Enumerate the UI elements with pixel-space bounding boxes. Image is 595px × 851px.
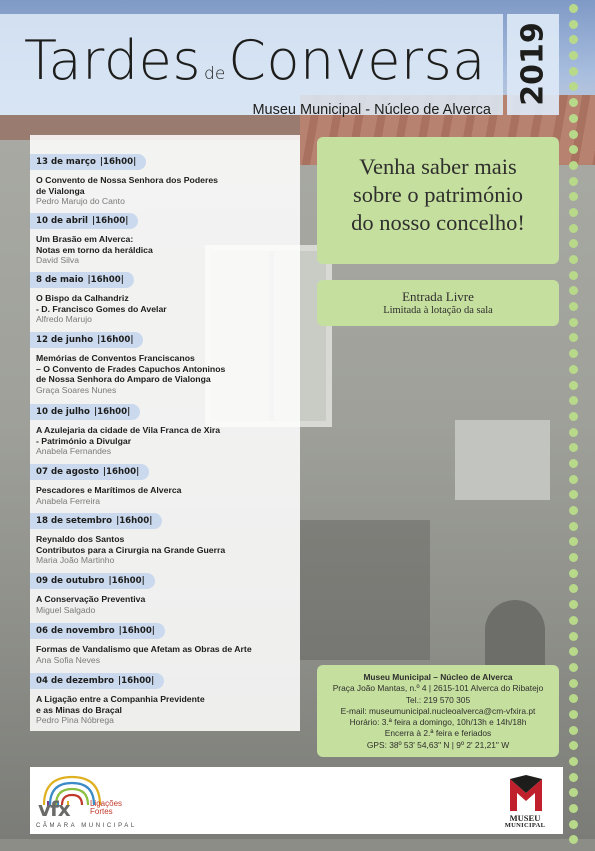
- event-title-line: O Convento de Nossa Senhora dos Poderes: [36, 175, 218, 185]
- border-dot: [569, 616, 578, 625]
- event-date-tag: [30, 154, 146, 170]
- border-dot: [569, 522, 578, 531]
- border-dot: [569, 381, 578, 390]
- camara-label: CÂMARA MUNICIPAL: [36, 823, 137, 829]
- event-title-line: – O Convento de Frades Capuchos Antoninos: [36, 363, 226, 374]
- border-dot: [569, 67, 578, 76]
- event-title: [36, 293, 291, 314]
- event-title-line: O Bispo da Calhandriz: [36, 293, 129, 303]
- event-time: |16h00|: [97, 335, 134, 345]
- museu-line-1: MUSEU: [509, 813, 541, 823]
- museu-municipal-wordmark: [490, 814, 560, 830]
- event-title-line: Um Brasão em Alverca:: [36, 234, 134, 244]
- event-speaker: Graça Soares Nunes: [36, 384, 117, 395]
- border-dot: [569, 161, 578, 170]
- border-dot: [569, 647, 578, 656]
- pitch-line: sobre o património: [353, 182, 523, 207]
- event-title-line: Reynaldo dos Santos: [36, 534, 125, 544]
- event-speaker: Maria João Martinho: [36, 555, 115, 565]
- event-speaker: Ana Sofia Neves: [36, 654, 101, 665]
- event-time: |16h00|: [99, 157, 137, 167]
- info-line: Tel.: 219 570 305: [405, 694, 471, 705]
- event-title-line: de Nossa Senhora do Amparo de Vialonga: [36, 374, 211, 384]
- event-title-line: A Ligação entre a Companhia Previdente: [36, 694, 205, 704]
- info-name: Museu Municipal – Núcleo de Alverca: [363, 672, 513, 682]
- border-dot: [569, 757, 578, 766]
- event-item: [30, 327, 300, 396]
- title-part-1: Tardes: [24, 29, 202, 92]
- border-dot: [569, 490, 578, 499]
- event-item: [30, 568, 300, 616]
- border-dot: [569, 459, 578, 468]
- event-speaker: David Silva: [36, 255, 79, 265]
- border-dot: [569, 20, 578, 29]
- year-label: 2019: [515, 22, 551, 106]
- border-dot: [569, 349, 578, 358]
- event-time: |16h00|: [102, 467, 140, 477]
- event-date-tag: [30, 573, 155, 589]
- museu-municipal-logo-icon: [506, 773, 546, 813]
- vfx-logo: vfx: [38, 797, 70, 821]
- event-title-line: de Vialonga: [36, 185, 85, 196]
- border-dot: [569, 114, 578, 123]
- border-dot: [569, 51, 578, 60]
- border-dot: [569, 804, 578, 813]
- border-dot: [569, 4, 578, 13]
- info-line: Horário: 3.ª feira a domingo, 10h/13h e 14h/18h: [349, 717, 527, 728]
- border-dot: [569, 788, 578, 797]
- event-time: |16h00|: [116, 516, 153, 526]
- border-dot: [569, 192, 578, 201]
- border-dot: [569, 302, 578, 311]
- event-date-tag: [30, 272, 134, 288]
- pitch-text: [317, 153, 559, 237]
- poster-title: [24, 29, 486, 92]
- title-connector: de: [204, 64, 226, 84]
- event-item: [30, 668, 300, 726]
- event-title: [36, 644, 291, 655]
- event-title-line: A Conservação Preventiva: [36, 594, 146, 604]
- border-dot: [569, 271, 578, 280]
- border-dot: [569, 365, 578, 374]
- event-date-tag: [30, 213, 138, 229]
- event-title: [36, 353, 291, 385]
- event-speaker: Pedro Marujo do Canto: [36, 196, 125, 206]
- poster-subtitle: Museu Municipal - Núcleo de Alverca: [252, 102, 491, 118]
- border-dot: [569, 569, 578, 578]
- border-dot: [569, 239, 578, 248]
- border-dot: [569, 741, 578, 750]
- event-date: 06 de novembro: [36, 626, 115, 636]
- event-date: 10 de abril: [36, 216, 89, 226]
- event-title: [36, 485, 291, 496]
- border-dot: [569, 600, 578, 609]
- info-lines: [317, 672, 559, 751]
- event-speaker: Anabela Ferreira: [36, 495, 101, 506]
- dotted-border: [569, 4, 581, 851]
- border-dot: [569, 224, 578, 233]
- border-dot: [569, 130, 578, 139]
- entry-title: Entrada Livre: [402, 289, 474, 304]
- title-part-2: Conversa: [228, 29, 486, 92]
- event-title: [36, 425, 291, 446]
- border-dot: [569, 286, 578, 295]
- event-speaker: Anabela Fernandes: [36, 446, 112, 456]
- border-dot: [569, 98, 578, 107]
- event-date-tag: [30, 623, 165, 639]
- event-date-tag: [30, 404, 140, 420]
- border-dot: [569, 428, 578, 437]
- wall-shadow: [300, 520, 430, 660]
- event-title-line: Formas de Vandalismo que Afetam as Obras de Arte: [36, 644, 252, 654]
- border-dot: [569, 726, 578, 735]
- event-date: 12 de junho: [36, 335, 94, 345]
- event-date-tag: [30, 332, 143, 348]
- border-dot: [569, 412, 578, 421]
- event-date-tag: [30, 673, 164, 689]
- event-date: 10 de julho: [36, 407, 90, 417]
- pitch-box: [317, 137, 559, 264]
- events-panel: [30, 135, 300, 731]
- event-date: 07 de agosto: [36, 467, 99, 477]
- event-item: [30, 149, 300, 207]
- event-title-line: - D. Francisco Gomes do Avelar: [36, 303, 167, 314]
- pitch-line: Venha saber mais: [359, 154, 517, 179]
- event-title: [36, 534, 291, 555]
- event-date-tag: [30, 513, 162, 529]
- event-title-line: Notas em torno da heráldica: [36, 244, 153, 255]
- border-dot: [569, 177, 578, 186]
- border-dot: [569, 679, 578, 688]
- border-dot: [569, 820, 578, 829]
- border-dot: [569, 35, 578, 44]
- border-dot: [569, 553, 578, 562]
- event-item: [30, 267, 300, 325]
- event-time: |16h00|: [118, 626, 155, 636]
- event-date: 13 de março: [36, 157, 96, 167]
- border-dot: [569, 396, 578, 405]
- event-time: |16h00|: [108, 576, 145, 586]
- event-speaker: Pedro Pina Nóbrega: [36, 715, 114, 725]
- border-dot: [569, 632, 578, 641]
- event-time: |16h00|: [87, 275, 124, 285]
- border-dot: [569, 145, 578, 154]
- border-dot: [569, 773, 578, 782]
- wall-box: [455, 420, 550, 500]
- border-dot: [569, 333, 578, 342]
- event-time: |16h00|: [92, 216, 129, 226]
- event-item: [30, 618, 300, 666]
- event-speaker: Miguel Salgado: [36, 604, 96, 615]
- border-dot: [569, 710, 578, 719]
- event-time: |16h00|: [93, 407, 131, 417]
- event-title: [36, 594, 291, 605]
- event-date: 18 de setembro: [36, 516, 113, 526]
- event-item: [30, 399, 300, 457]
- info-box: [317, 665, 559, 757]
- event-item: [30, 208, 300, 266]
- event-date: 8 de maio: [36, 275, 84, 285]
- event-title-line: Pescadores e Marítimos de Alverca: [36, 485, 182, 495]
- border-dot: [569, 506, 578, 515]
- border-dot: [569, 694, 578, 703]
- pitch-line: do nosso concelho!: [351, 210, 525, 235]
- border-dot: [569, 255, 578, 264]
- border-dot: [569, 537, 578, 546]
- event-speaker: Alfredo Marujo: [36, 314, 92, 324]
- border-dot: [569, 318, 578, 327]
- entry-box: [317, 280, 559, 326]
- event-title: [36, 175, 291, 196]
- event-title: [36, 234, 291, 255]
- info-line: Encerra à 2.ª feira e feriados: [384, 728, 492, 739]
- event-time: |16h00|: [117, 676, 155, 686]
- event-title-line: - Património a Divulgar: [36, 435, 132, 446]
- event-item: [30, 459, 300, 507]
- header-banner: [0, 14, 503, 118]
- event-title-line: A Azulejaria da cidade de Vila Franca de Xira: [36, 425, 221, 435]
- info-line: Praça João Mantas, n.º 4 | 2615-101 Alverca do Ribatejo: [332, 683, 544, 694]
- event-title-line: Memórias de Conventos Franciscanos: [36, 353, 195, 363]
- vfx-tagline-2: Fortes: [90, 807, 113, 816]
- entry-note: Limitada à lotação da sala: [383, 305, 493, 316]
- border-dot: [569, 443, 578, 452]
- footer: [30, 767, 563, 834]
- border-dot: [569, 663, 578, 672]
- event-date: 09 de outubro: [36, 576, 105, 586]
- event-date-tag: [30, 464, 149, 480]
- event-title: [36, 694, 291, 715]
- event-title-line: Contributos para a Cirurgia na Grande Guerra: [36, 544, 226, 555]
- border-dot: [569, 584, 578, 593]
- info-line: GPS: 38º 53' 54,63" N | 9º 2' 21,21" W: [366, 739, 510, 750]
- event-item: [30, 508, 300, 566]
- vfx-tagline-1: Ligações: [90, 799, 123, 808]
- info-line: E-mail: museumunicipal.nucleoalverca@cm-vfxira.pt: [340, 705, 536, 716]
- museu-line-2: MUNICIPAL: [504, 822, 546, 829]
- event-date: 04 de dezembro: [36, 676, 114, 686]
- vfx-tagline: [90, 800, 122, 816]
- border-dot: [569, 208, 578, 217]
- border-dot: [569, 835, 578, 844]
- border-dot: [569, 82, 578, 91]
- border-dot: [569, 475, 578, 484]
- event-title-line: e as Minas do Braçal: [36, 704, 122, 715]
